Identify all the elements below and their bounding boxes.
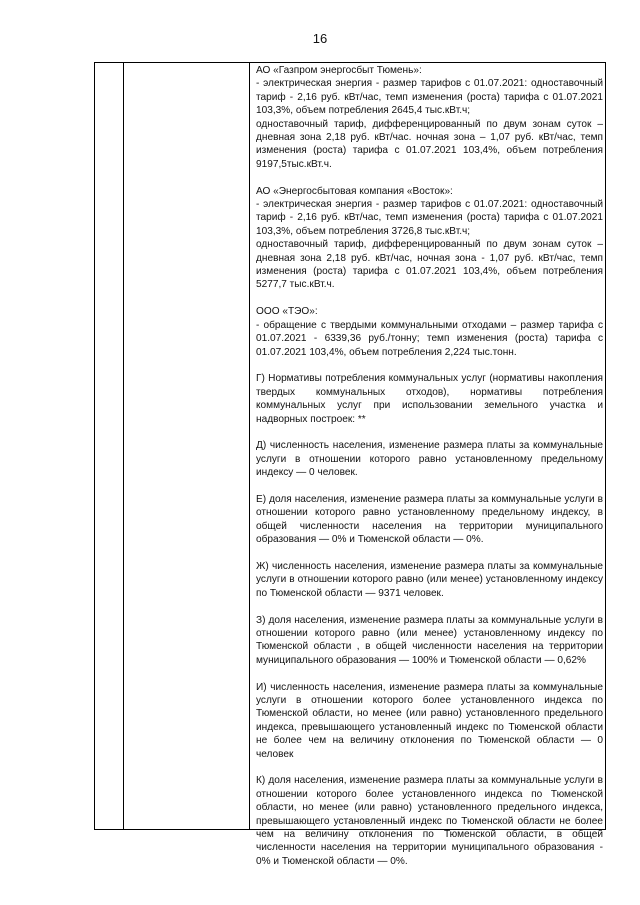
paragraph: З) доля населения, изменение размера платы за коммунальные услуги в отношении которого равно (или менее) установленному индексу по Тюменской области , в общей численности населения на территории муниципального образования — 100% и Тюменской области — 0,62% xyxy=(256,614,603,666)
block-heading: АО «Газпром энергосбыт Тюмень»: xyxy=(256,65,422,76)
block-heading: АО «Энергосбытовая компания «Восток»: xyxy=(256,185,453,197)
text-block-teo xyxy=(256,305,603,359)
text-block-i xyxy=(256,681,603,761)
text-block-vostok xyxy=(256,185,603,292)
paragraph: - обращение с твердыми коммунальными отходами – размер тарифа с 01.07.2021 - 6339,36 руб./тонну; темп изменения (роста) тарифа с 01.07.2021 103,4%, объем потребления 2,224 тыс.тонн. xyxy=(256,319,603,358)
table-cell-content xyxy=(256,64,603,882)
text-block-z xyxy=(256,614,603,668)
text-block-d xyxy=(256,439,603,479)
text-block-gazprom xyxy=(256,64,603,171)
paragraph: одноставочный тариф, дифференцированный по двум зонам суток – дневная зона 2,18 руб. кВт/час. ночная зона – 1,07 руб. кВт/час, темп изменения (роста) тарифа с 01.07.2021 103,4%, объем потребления 9197,5тыс.кВт.ч. xyxy=(256,118,603,170)
paragraph: К) доля населения, изменение размера платы за коммунальные услуги в отношении которого более установленного индекса по Тюменской области, но менее (или равно) установленного предельного индекса, превышающего установленный индекс по Тюменской области не более чем на величину отклонения по Тюменской области, в общей численности населения на территории муниципального образования - 0% и Тюменской области — 0%. xyxy=(256,775,603,867)
paragraph: - электрическая энергия - размер тарифов с 01.07.2021: одноставочный тариф - 2,16 руб. кВт/час, темп изменения (роста) тарифа с 01.07.2021 103,3%, объем потребления 2645,4 тыс.кВт.ч; xyxy=(256,78,603,117)
paragraph: Г) Нормативы потребления коммунальных услуг (нормативы накопления твердых коммунальных отходов), нормативы потребления коммунальных услуг при использовании земельного участка и надворных построек: ** xyxy=(256,373,603,425)
paragraph: Е) доля населения, изменение размера платы за коммунальные услуги в отношении которого равно установленному предельному индексу, в общей численности населения на территории муниципального образования — 0% и Тюменской области — 0%. xyxy=(256,493,603,546)
paragraph: И) численность населения, изменение размера платы за коммунальные услуги в отношении которого более установленного индекса по Тюменской области, но менее (или равно) установленного предельного индекса, превышающего установленный индекс по Тюменской области не более чем на величину отклонения по Тюменской области — 0 человек xyxy=(256,681,603,760)
text-block-zh xyxy=(256,560,603,600)
block-heading: ООО «ТЭО»: xyxy=(256,306,318,318)
text-block-e xyxy=(256,493,603,547)
paragraph: Ж) численность населения, изменение размера платы за коммунальные услуги в отношении которого равно (или менее) установленному индексу по Тюменской области — 9371 человек. xyxy=(256,560,603,599)
text-block-g xyxy=(256,372,603,426)
page-number: 16 xyxy=(312,31,328,46)
column-divider xyxy=(249,63,250,829)
paragraph: одноставочный тариф, дифференцированный по двум зонам суток – дневная зона 2,18 руб. кВт/час, ночная зона - 1,07 руб. кВт/час, темп изменения (роста) тарифа с 01.07.2021 103,4%, объем потребления 5277,7 тыс.кВт.ч. xyxy=(256,239,603,291)
paragraph: - электрическая энергия - размер тарифов с 01.07.2021: одноставочный тариф - 2,16 руб. кВт/час, темп изменения (роста) тарифа с 01.07.2021 103,3%, объем потребления 3726,8 тыс.кВт.ч; xyxy=(256,199,603,237)
column-divider xyxy=(123,63,124,829)
paragraph: Д) численность населения, изменение размера платы за коммунальные услуги в отношении которого равно установленному предельному индексу — 0 человек. xyxy=(256,440,603,479)
text-block-k xyxy=(256,774,603,868)
